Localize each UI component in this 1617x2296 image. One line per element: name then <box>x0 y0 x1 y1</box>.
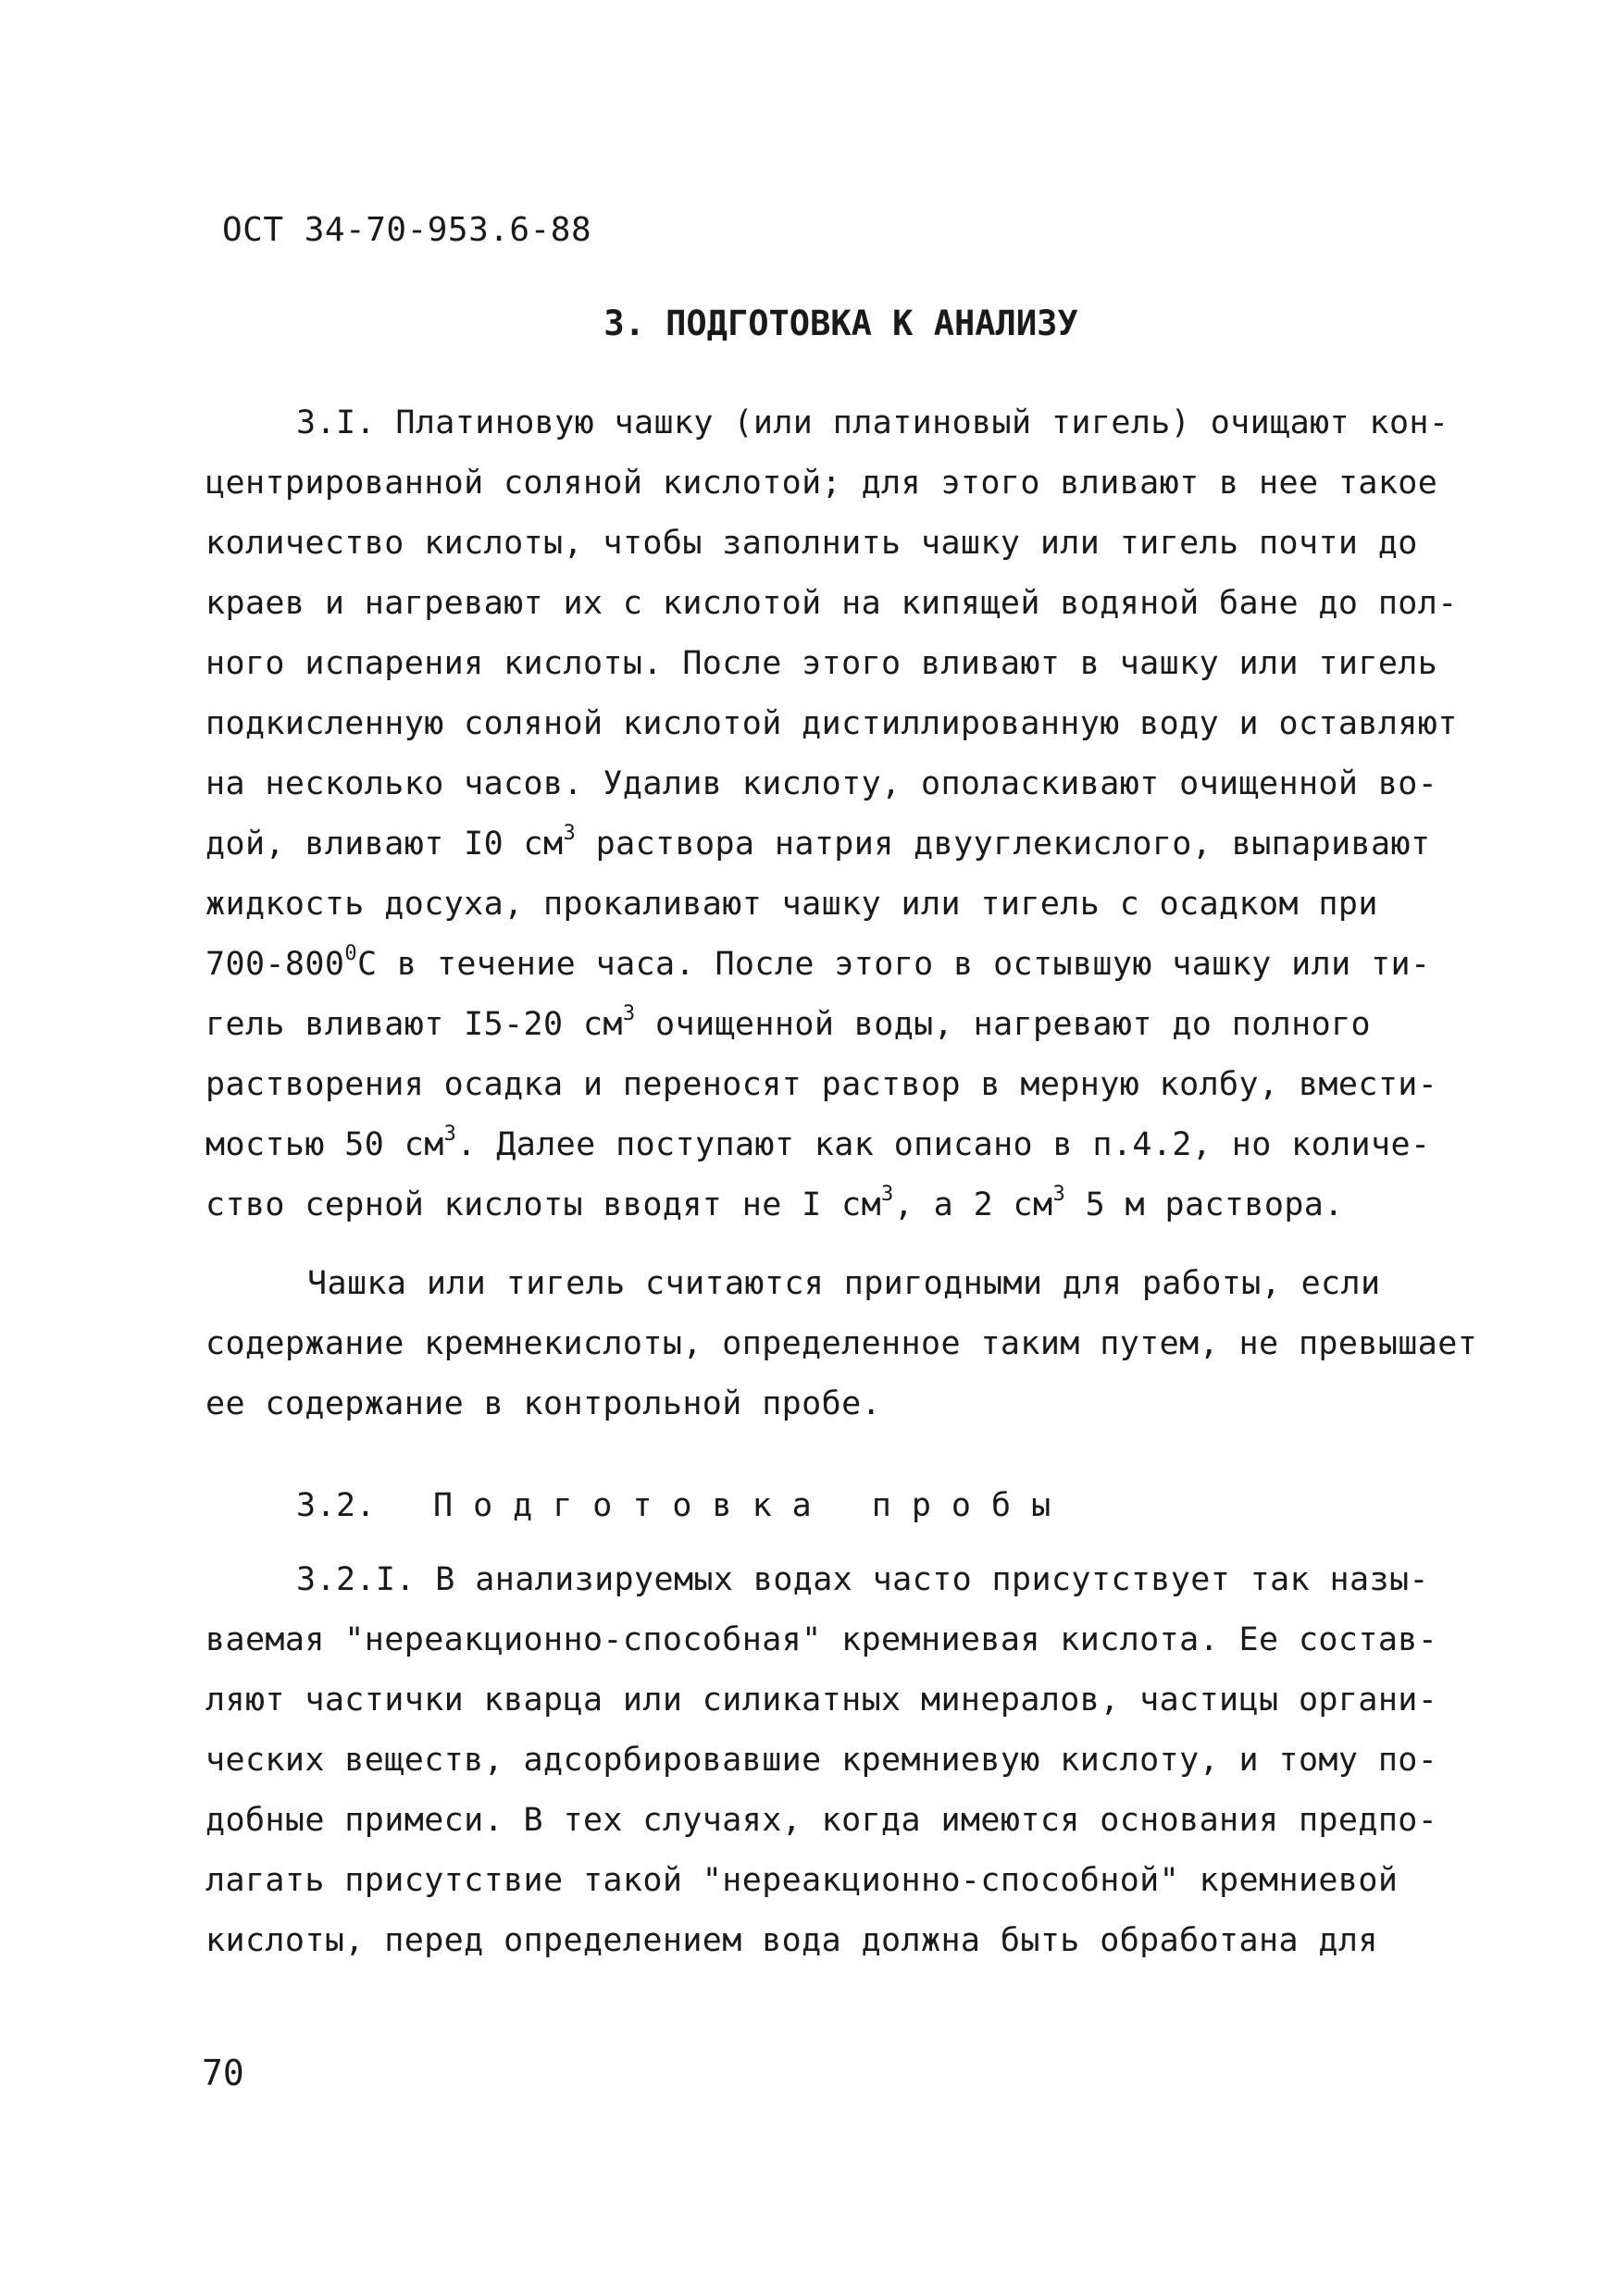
section-heading: 3. ПОДГОТОВКА К АНАЛИЗУ <box>603 304 1078 343</box>
text-line: лагать присутствие такой "нереакционно-способной" кремниевой <box>205 1862 1399 1899</box>
text-line: $700-800^0С$ в течение часа. После этого в остывшую чашку или ти- <box>205 942 1431 983</box>
text-line: ее содержание в контрольной пробе. <box>205 1385 882 1422</box>
text-line: на несколько часов. Удалив кислоту, ополаскивают очищенной во- <box>205 765 1438 802</box>
text-line: ваемая "нереакционно-способная" кремниевая кислота. Ее состав- <box>205 1621 1438 1658</box>
text-line: центрированной соляной кислотой; для этого вливают в нее такое <box>205 465 1438 502</box>
page-number: 70 <box>202 2053 244 2093</box>
text-line: мостью 50 $см^3$. Далее поступают как описано в п.4.2, но количе- <box>205 1123 1431 1163</box>
text-line: ного испарения кислоты. После этого вливают в чашку или тигель <box>205 645 1438 682</box>
text-line: растворения осадка и переносят раствор в мерную колбу, вмести- <box>205 1066 1438 1103</box>
text-line: кислоты, перед определением вода должна быть обработана для <box>205 1922 1378 1959</box>
subsection-title: Подготовка пробы <box>433 1487 1072 1524</box>
text-line: ство серной кислоты вводят не I $см^3$, а 2 $см^3$ 5 м раствора. <box>205 1183 1344 1223</box>
document-code: ОСТ 34-70-953.6-88 <box>222 211 592 249</box>
text-line: гель вливают I5-20 $см^3$ очищенной воды, нагревают до полного <box>205 1002 1372 1043</box>
text-line: количество кислоты, чтобы заполнить чашку или тигель почти до <box>205 525 1418 562</box>
text-line: ческих веществ, адсорбировавшие кремниевую кислоту, и тому по- <box>205 1742 1438 1779</box>
subsection-number: 3.2. <box>296 1487 376 1524</box>
text-line: жидкость досуха, прокаливают чашку или тигель с осадком при <box>205 886 1378 923</box>
text-line: Чашка или тигель считаются пригодными для работы, если <box>307 1265 1381 1302</box>
text-line: 3.I. Платиновую чашку (или платиновый тигель) очищают кон- <box>296 404 1449 441</box>
text-line: ляют частички кварца или силикатных минералов, частицы органи- <box>205 1682 1438 1719</box>
text-line: краев и нагревают их с кислотой на кипящей водяной бане до пол- <box>205 585 1458 622</box>
text-line: подкисленную соляной кислотой дистиллированную воду и оставляют <box>205 705 1458 742</box>
text-line: 3.2.I. В анализируемых водах часто присутствует так назы- <box>296 1561 1429 1598</box>
text-line: содержание кремнекислоты, определенное таким путем, не превышает <box>205 1325 1478 1362</box>
text-line: дой, вливают I0 $см^3$ раствора натрия двууглекислого, выпаривают <box>205 822 1431 863</box>
text-line: добные примеси. В тех случаях, когда имеются основания предпо- <box>205 1802 1438 1839</box>
